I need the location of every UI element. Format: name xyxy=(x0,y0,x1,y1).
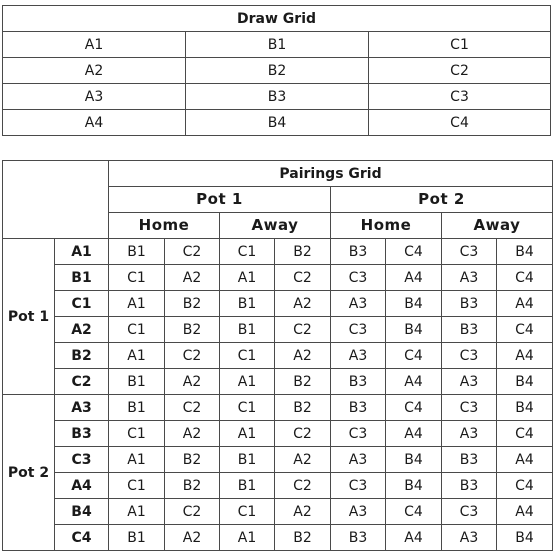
pairing-cell: C4 xyxy=(497,317,553,343)
pairing-cell: C2 xyxy=(275,265,331,291)
pairing-cell: B2 xyxy=(165,317,220,343)
pairing-cell: C2 xyxy=(165,499,220,525)
pot-header: Pot 2 xyxy=(331,187,553,213)
pairing-cell: B4 xyxy=(386,473,442,499)
pairing-cell: C1 xyxy=(220,239,275,265)
pairing-cell: A2 xyxy=(165,421,220,447)
draw-cell: B3 xyxy=(186,84,369,110)
away-header: Away xyxy=(220,213,331,239)
pairing-cell: B1 xyxy=(109,525,165,551)
pairing-cell: C2 xyxy=(275,317,331,343)
pairing-cell: C3 xyxy=(442,343,497,369)
draw-grid-table xyxy=(2,5,551,136)
draw-cell: A1 xyxy=(3,32,186,58)
team-label: A3 xyxy=(55,395,109,421)
table-row xyxy=(3,395,553,421)
draw-cell: C2 xyxy=(369,58,551,84)
pairing-cell: C1 xyxy=(220,499,275,525)
pairing-cell: A3 xyxy=(442,369,497,395)
pairing-cell: A4 xyxy=(386,265,442,291)
pairing-cell: B1 xyxy=(220,291,275,317)
pairing-cell: C4 xyxy=(497,473,553,499)
pairing-cell: B3 xyxy=(442,447,497,473)
table-row xyxy=(3,58,551,84)
pairing-cell: B4 xyxy=(386,317,442,343)
pairing-cell: A2 xyxy=(165,369,220,395)
pairing-cell: B2 xyxy=(165,291,220,317)
pairing-cell: C1 xyxy=(109,317,165,343)
home-header: Home xyxy=(109,213,220,239)
pairing-cell: C4 xyxy=(497,265,553,291)
table-row xyxy=(3,317,553,343)
table-row xyxy=(3,84,551,110)
pairings-grid-table xyxy=(2,160,553,551)
pairing-cell: C2 xyxy=(275,473,331,499)
table-row xyxy=(3,473,553,499)
pairing-cell: A2 xyxy=(275,343,331,369)
pairing-cell: C1 xyxy=(220,343,275,369)
pairing-cell: C3 xyxy=(442,395,497,421)
pairing-cell: A2 xyxy=(165,265,220,291)
pairing-cell: B4 xyxy=(497,525,553,551)
pairing-cell: B2 xyxy=(275,369,331,395)
pairing-cell: B3 xyxy=(442,473,497,499)
pairing-cell: B3 xyxy=(442,317,497,343)
pairing-cell: B1 xyxy=(109,239,165,265)
pairing-cell: C2 xyxy=(165,343,220,369)
pairing-cell: C3 xyxy=(331,265,386,291)
team-label: C3 xyxy=(55,447,109,473)
table-row xyxy=(3,265,553,291)
pairing-cell: C3 xyxy=(442,499,497,525)
table-row xyxy=(3,343,553,369)
pairing-cell: C2 xyxy=(275,421,331,447)
draw-cell: B2 xyxy=(186,58,369,84)
pairing-cell: B2 xyxy=(275,525,331,551)
draw-cell: B4 xyxy=(186,110,369,136)
pairing-cell: C4 xyxy=(497,421,553,447)
pairing-cell: C2 xyxy=(165,395,220,421)
pairing-cell: A3 xyxy=(331,447,386,473)
table-row xyxy=(3,525,553,551)
draw-cell: B1 xyxy=(186,32,369,58)
pairings-grid-corner xyxy=(3,161,109,239)
pairing-cell: C3 xyxy=(442,239,497,265)
pairing-cell: C3 xyxy=(331,317,386,343)
pairing-cell: B4 xyxy=(497,239,553,265)
pairing-cell: C1 xyxy=(109,421,165,447)
pairing-cell: A3 xyxy=(442,525,497,551)
pairing-cell: A1 xyxy=(220,369,275,395)
pairing-cell: A4 xyxy=(497,499,553,525)
table-row xyxy=(3,32,551,58)
team-label: B2 xyxy=(55,343,109,369)
table-row xyxy=(3,110,551,136)
table-row xyxy=(3,239,553,265)
pairing-cell: A3 xyxy=(442,421,497,447)
pairing-cell: A1 xyxy=(109,291,165,317)
pairing-cell: B4 xyxy=(497,369,553,395)
draw-cell: A2 xyxy=(3,58,186,84)
pot-row-label: Pot 1 xyxy=(3,239,55,395)
pairing-cell: C4 xyxy=(386,239,442,265)
pairing-cell: B1 xyxy=(220,473,275,499)
pairing-cell: A1 xyxy=(220,525,275,551)
draw-grid-title: Draw Grid xyxy=(3,6,551,32)
pairing-cell: B1 xyxy=(220,447,275,473)
pairings-grid-body xyxy=(3,239,553,551)
pairing-cell: B3 xyxy=(331,369,386,395)
pairing-cell: B3 xyxy=(331,239,386,265)
pairing-cell: C4 xyxy=(386,499,442,525)
pairing-cell: B3 xyxy=(331,525,386,551)
team-label: A2 xyxy=(55,317,109,343)
pairing-cell: B4 xyxy=(386,291,442,317)
table-row xyxy=(3,499,553,525)
away-header: Away xyxy=(442,213,553,239)
pairing-cell: C3 xyxy=(331,421,386,447)
pairing-cell: A3 xyxy=(331,343,386,369)
pairing-cell: A3 xyxy=(442,265,497,291)
pairing-cell: A2 xyxy=(275,291,331,317)
pairing-cell: C2 xyxy=(165,239,220,265)
pairing-cell: A4 xyxy=(386,369,442,395)
pairing-cell: B2 xyxy=(275,239,331,265)
pairing-cell: A3 xyxy=(331,291,386,317)
table-row xyxy=(3,421,553,447)
team-label: A1 xyxy=(55,239,109,265)
pairing-cell: B1 xyxy=(109,395,165,421)
pairing-cell: A1 xyxy=(220,421,275,447)
table-row xyxy=(3,291,553,317)
pairing-cell: A2 xyxy=(275,447,331,473)
pairing-cell: B1 xyxy=(109,369,165,395)
pairings-grid-title: Pairings Grid xyxy=(109,161,553,187)
pairing-cell: C4 xyxy=(386,343,442,369)
pairing-cell: A2 xyxy=(275,499,331,525)
team-label: B1 xyxy=(55,265,109,291)
pot-row-label: Pot 2 xyxy=(3,395,55,551)
pairing-cell: C1 xyxy=(109,473,165,499)
draw-cell: C1 xyxy=(369,32,551,58)
pairing-cell: B4 xyxy=(386,447,442,473)
pairing-cell: C1 xyxy=(109,265,165,291)
team-label: C4 xyxy=(55,525,109,551)
draw-grid-body xyxy=(3,32,551,136)
pairing-cell: A1 xyxy=(109,447,165,473)
pairing-cell: B2 xyxy=(165,473,220,499)
team-label: A4 xyxy=(55,473,109,499)
table-row xyxy=(3,369,553,395)
draw-cell: A3 xyxy=(3,84,186,110)
pairing-cell: B2 xyxy=(165,447,220,473)
pairing-cell: B4 xyxy=(497,395,553,421)
team-label: C2 xyxy=(55,369,109,395)
pairing-cell: A4 xyxy=(497,447,553,473)
pairing-cell: A4 xyxy=(497,343,553,369)
pairing-cell: A4 xyxy=(497,291,553,317)
pairing-cell: A4 xyxy=(386,421,442,447)
pot-header: Pot 1 xyxy=(109,187,331,213)
pairing-cell: B1 xyxy=(220,317,275,343)
team-label: B4 xyxy=(55,499,109,525)
pairing-cell: C3 xyxy=(331,473,386,499)
pairing-cell: B3 xyxy=(331,395,386,421)
home-header: Home xyxy=(331,213,442,239)
team-label: C1 xyxy=(55,291,109,317)
draw-cell: C4 xyxy=(369,110,551,136)
pairing-cell: A1 xyxy=(220,265,275,291)
pairing-cell: B2 xyxy=(275,395,331,421)
pairing-cell: C4 xyxy=(386,395,442,421)
draw-cell: A4 xyxy=(3,110,186,136)
pairing-cell: A1 xyxy=(109,499,165,525)
pairing-cell: A3 xyxy=(331,499,386,525)
pairing-cell: A4 xyxy=(386,525,442,551)
pairing-cell: B3 xyxy=(442,291,497,317)
pairing-cell: A2 xyxy=(165,525,220,551)
team-label: B3 xyxy=(55,421,109,447)
pairing-cell: A1 xyxy=(109,343,165,369)
pairing-cell: C1 xyxy=(220,395,275,421)
draw-cell: C3 xyxy=(369,84,551,110)
table-row xyxy=(3,447,553,473)
